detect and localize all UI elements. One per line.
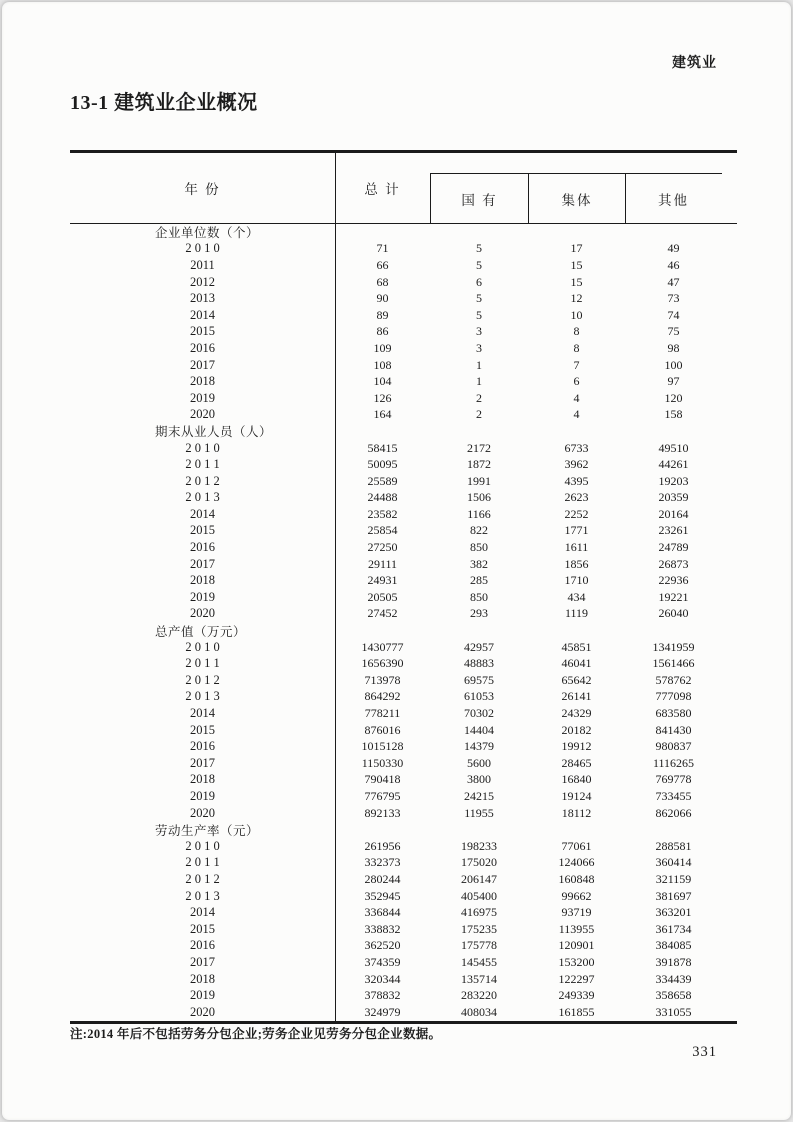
table-row [70,705,737,722]
page-title: 13-1 建筑业企业概况 [70,92,258,114]
cell-total: 362520 [364,938,401,953]
table-row [70,938,737,955]
table-row [70,838,737,855]
cell-state: 61053 [464,689,494,704]
cell-other: 26040 [658,606,689,621]
cell-other: 358658 [655,988,692,1003]
cell-collective: 1710 [564,573,589,588]
cell-state: 5 [476,257,482,272]
cell-collective: 10 [570,307,583,322]
cell-year: 2014 [190,706,215,721]
cell-state: 293 [470,606,488,621]
cell-other: 49 [667,241,680,256]
statistics-table [70,150,737,1024]
cell-collective: 2623 [564,490,589,505]
cell-other: 26873 [658,556,689,571]
cell-total: 378832 [364,988,401,1003]
cell-state: 405400 [461,888,497,903]
table-row [70,440,737,457]
cell-state: 3 [476,340,482,355]
cell-year: 2016 [190,340,215,355]
cell-total: 58415 [367,440,398,455]
table-row [70,340,737,357]
column-header-year: 年 份 [184,182,221,197]
table-row [70,407,737,424]
cell-total: 324979 [364,1004,401,1019]
cell-other: 391878 [655,954,692,969]
cell-year: 2017 [190,357,215,372]
cell-year: 2016 [190,938,215,953]
cell-collective: 77061 [561,838,592,853]
cell-collective: 8 [573,340,580,355]
cell-total: 108 [373,357,392,372]
cell-year: 2015 [190,921,215,936]
table-row [70,506,737,523]
cell-other: 360414 [655,855,692,870]
table-row [70,871,737,888]
cell-year: 2017 [190,556,215,571]
cell-collective: 1856 [564,556,589,571]
cell-year: 2015 [190,324,215,339]
cell-total: 29111 [367,556,398,571]
table-row [70,490,737,507]
cell-state: 69575 [464,672,494,687]
cell-state: 382 [470,556,488,571]
cell-total: 164 [373,407,392,422]
cell-total: 261956 [364,838,401,853]
cell-state: 14379 [464,739,494,754]
cell-collective: 113955 [558,921,595,936]
page-number: 331 [692,1044,717,1060]
cell-state: 206147 [461,871,497,886]
cell-year: 2014 [190,506,215,521]
cell-total: 25589 [367,473,398,488]
table-row [70,523,737,540]
cell-collective: 4395 [564,473,589,488]
document-page [2,2,791,1120]
table-row [70,672,737,689]
cell-collective: 124066 [558,855,595,870]
cell-collective: 20182 [561,722,592,737]
cell-collective: 1119 [564,606,589,621]
cell-year: 2 0 1 3 [185,490,220,505]
cell-state: 1166 [467,506,491,521]
cell-collective: 46041 [561,656,592,671]
table-row [70,324,737,341]
cell-total: 109 [373,340,392,355]
cell-other: 769778 [655,772,692,787]
cell-total: 776795 [364,788,401,803]
cell-year: 2020 [190,606,215,621]
cell-other: 1561466 [652,656,695,671]
cell-other: 19203 [658,473,689,488]
column-header-state-owned: 国 有 [431,174,529,223]
cell-state: 850 [470,540,488,555]
cell-total: 352945 [364,888,401,903]
cell-year: 2020 [190,805,215,820]
cell-collective: 93719 [561,905,592,920]
table-row [70,307,737,324]
cell-collective: 16840 [561,772,592,787]
table-row [70,290,737,307]
cell-state: 283220 [461,988,497,1003]
cell-state: 1872 [467,457,491,472]
table-body [70,224,737,1021]
cell-total: 71 [376,241,389,256]
cell-other: 73 [667,291,680,306]
cell-year: 2016 [190,540,215,555]
column-header-total: 总 计 [364,182,401,197]
cell-state: 48883 [464,656,494,671]
cell-total: 1150330 [361,755,404,770]
cell-total: 892133 [364,805,401,820]
cell-state: 416975 [461,905,497,920]
table-row [70,539,737,556]
table-row [70,904,737,921]
cell-collective: 65642 [561,672,592,687]
cell-collective: 6733 [564,440,589,455]
cell-year: 2 0 1 3 [185,689,220,704]
cell-year: 2 0 1 2 [185,871,220,886]
cell-other: 578762 [655,672,692,687]
cell-collective: 1611 [564,540,589,555]
cell-state: 3800 [467,772,491,787]
cell-collective: 15 [570,274,583,289]
cell-collective: 19124 [561,788,592,803]
cell-other: 74 [667,307,680,322]
cell-year: 2015 [190,523,215,538]
cell-other: 363201 [655,905,692,920]
cell-year: 2016 [190,739,215,754]
cell-year: 2014 [190,307,215,322]
cell-other: 980837 [655,739,692,754]
cell-other: 1341959 [652,639,695,654]
table-vertical-divider [335,153,336,1021]
cell-state: 2 [476,407,482,422]
cell-year: 2 0 1 2 [185,672,220,687]
cell-other: 49510 [658,440,689,455]
cell-state: 1991 [467,473,491,488]
cell-state: 1 [476,357,482,372]
section-label: 劳动生产率（元） [155,823,260,838]
chapter-label: 建筑业 [672,56,717,71]
cell-collective: 1771 [564,523,589,538]
table-row [70,971,737,988]
column-header-collective: 集体 [529,174,626,223]
table-row [70,241,737,258]
cell-year: 2 0 1 2 [185,473,220,488]
cell-other: 361734 [655,921,692,936]
cell-year: 2 0 1 1 [185,457,220,472]
cell-state: 135714 [461,971,497,986]
cell-state: 3 [476,324,482,339]
table-row [70,572,737,589]
cell-collective: 6 [573,374,580,389]
table-row [70,954,737,971]
cell-total: 90 [376,291,389,306]
cell-year: 2019 [190,988,215,1003]
cell-other: 24789 [658,540,689,555]
cell-total: 864292 [364,689,401,704]
cell-total: 20505 [367,589,398,604]
cell-collective: 153200 [558,954,595,969]
cell-collective: 122297 [558,971,595,986]
cell-total: 89 [376,307,389,322]
table-row [70,855,737,872]
cell-collective: 24329 [561,706,592,721]
cell-other: 100 [664,357,683,372]
cell-other: 384085 [655,938,692,953]
table-row [70,888,737,905]
cell-total: 1430777 [361,639,404,654]
cell-collective: 99662 [561,888,592,903]
ownership-subheader-box [430,173,722,223]
cell-other: 334439 [655,971,692,986]
cell-other: 23261 [658,523,689,538]
cell-collective: 4 [573,390,580,405]
cell-total: 24931 [367,573,398,588]
table-row [70,655,737,672]
table-row [70,257,737,274]
cell-total: 338832 [364,921,401,936]
cell-collective: 18112 [561,805,592,820]
cell-year: 2018 [190,971,215,986]
cell-collective: 434 [567,589,586,604]
cell-other: 46 [667,257,680,272]
cell-total: 1656390 [361,656,404,671]
cell-year: 2019 [190,390,215,405]
cell-other: 19221 [658,589,689,604]
cell-other: 777098 [655,689,692,704]
cell-year: 2015 [190,722,215,737]
cell-total: 86 [376,324,389,339]
cell-year: 2020 [190,1004,215,1019]
table-row [70,390,737,407]
cell-total: 280244 [364,871,401,886]
table-row [70,473,737,490]
cell-state: 2 [476,390,482,405]
cell-state: 1506 [467,490,491,505]
cell-total: 374359 [364,954,401,969]
cell-year: 2 0 1 1 [185,656,220,671]
table-row [70,589,737,606]
cell-total: 27250 [367,540,398,555]
cell-total: 24488 [367,490,398,505]
table-row [70,805,737,822]
table-row [70,788,737,805]
cell-year: 2 0 1 0 [185,241,220,256]
cell-year: 2 0 1 0 [185,838,220,853]
cell-state: 1 [476,374,482,389]
cell-year: 2 0 1 1 [185,855,220,870]
cell-other: 44261 [658,457,689,472]
cell-other: 841430 [655,722,692,737]
table-row [70,921,737,938]
cell-collective: 249339 [558,988,595,1003]
cell-state: 14404 [464,722,494,737]
cell-total: 104 [373,374,392,389]
cell-total: 332373 [364,855,401,870]
cell-state: 175235 [461,921,497,936]
table-row [70,1004,737,1021]
cell-year: 2017 [190,954,215,969]
cell-state: 11955 [464,805,494,820]
cell-total: 790418 [364,772,401,787]
cell-total: 778211 [364,706,401,721]
cell-other: 20359 [658,490,689,505]
table-row [70,357,737,374]
cell-state: 850 [470,589,488,604]
cell-total: 66 [376,257,389,272]
cell-total: 68 [376,274,389,289]
section-label: 企业单位数（个） [155,226,260,241]
cell-year: 2014 [190,905,215,920]
cell-year: 2018 [190,374,215,389]
cell-total: 713978 [364,672,401,687]
cell-year: 2 0 1 0 [185,639,220,654]
cell-year: 2018 [190,772,215,787]
cell-other: 381697 [655,888,692,903]
table-row [70,987,737,1004]
cell-collective: 19912 [561,739,592,754]
cell-state: 24215 [464,788,494,803]
cell-collective: 45851 [561,639,592,654]
cell-year: 2 0 1 0 [185,440,220,455]
cell-other: 120 [664,390,683,405]
cell-year: 2020 [190,407,215,422]
cell-total: 27452 [367,606,398,621]
cell-other: 733455 [655,788,692,803]
cell-total: 876016 [364,722,401,737]
cell-other: 20164 [658,506,689,521]
cell-total: 50095 [367,457,398,472]
cell-state: 6 [476,274,482,289]
cell-other: 862066 [655,805,692,820]
cell-year: 2 0 1 3 [185,888,220,903]
table-row [70,373,737,390]
cell-collective: 28465 [561,755,592,770]
cell-state: 198233 [461,838,497,853]
cell-state: 5 [476,241,482,256]
cell-collective: 2252 [564,506,589,521]
cell-state: 70302 [464,706,494,721]
cell-year: 2019 [190,788,215,803]
section-label: 期末从业人员（人） [155,425,273,440]
cell-collective: 3962 [564,457,589,472]
cell-state: 5 [476,307,482,322]
cell-year: 2013 [190,291,215,306]
cell-other: 22936 [658,573,689,588]
cell-state: 822 [470,523,488,538]
cell-collective: 120901 [558,938,595,953]
cell-collective: 160848 [558,871,595,886]
cell-other: 1116265 [652,755,695,770]
cell-state: 408034 [461,1004,497,1019]
cell-other: 288581 [655,838,692,853]
cell-collective: 4 [573,407,580,422]
cell-total: 1015128 [361,739,404,754]
cell-state: 175778 [461,938,497,953]
table-row [70,722,737,739]
cell-state: 175020 [461,855,497,870]
cell-year: 2018 [190,573,215,588]
cell-collective: 7 [573,357,580,372]
cell-total: 336844 [364,905,401,920]
column-header-other: 其他 [658,192,689,208]
cell-state: 145455 [461,954,497,969]
cell-other: 321159 [655,871,692,886]
cell-state: 5600 [467,755,491,770]
table-row [70,606,737,623]
cell-state: 42957 [464,639,494,654]
cell-year: 2011 [190,257,215,272]
cell-other: 97 [667,374,680,389]
table-row [70,456,737,473]
cell-total: 320344 [364,971,401,986]
cell-total: 126 [373,390,392,405]
cell-collective: 17 [570,241,583,256]
cell-state: 2172 [467,440,491,455]
table-row [70,738,737,755]
cell-collective: 15 [570,257,583,272]
cell-state: 5 [476,291,482,306]
table-row [70,274,737,291]
cell-collective: 26141 [561,689,592,704]
table-row [70,755,737,772]
table-row [70,772,737,789]
cell-year: 2019 [190,589,215,604]
cell-other: 75 [667,324,680,339]
cell-other: 331055 [655,1004,692,1019]
table-footnote: 注:2014 年后不包括劳务分包企业;劳务企业见劳务分包企业数据。 [70,1027,442,1041]
cell-collective: 161855 [558,1004,595,1019]
cell-total: 23582 [367,506,398,521]
section-label: 总产值（万元） [155,624,247,639]
cell-year: 2012 [190,274,215,289]
cell-other: 98 [667,340,680,355]
cell-state: 285 [470,573,488,588]
table-row [70,689,737,706]
cell-collective: 12 [570,291,583,306]
table-row [70,639,737,656]
cell-other: 683580 [655,706,692,721]
cell-collective: 8 [573,324,580,339]
cell-total: 25854 [367,523,398,538]
table-header [70,153,737,224]
cell-year: 2017 [190,755,215,770]
cell-other: 47 [667,274,680,289]
table-row [70,556,737,573]
cell-other: 158 [664,407,683,422]
